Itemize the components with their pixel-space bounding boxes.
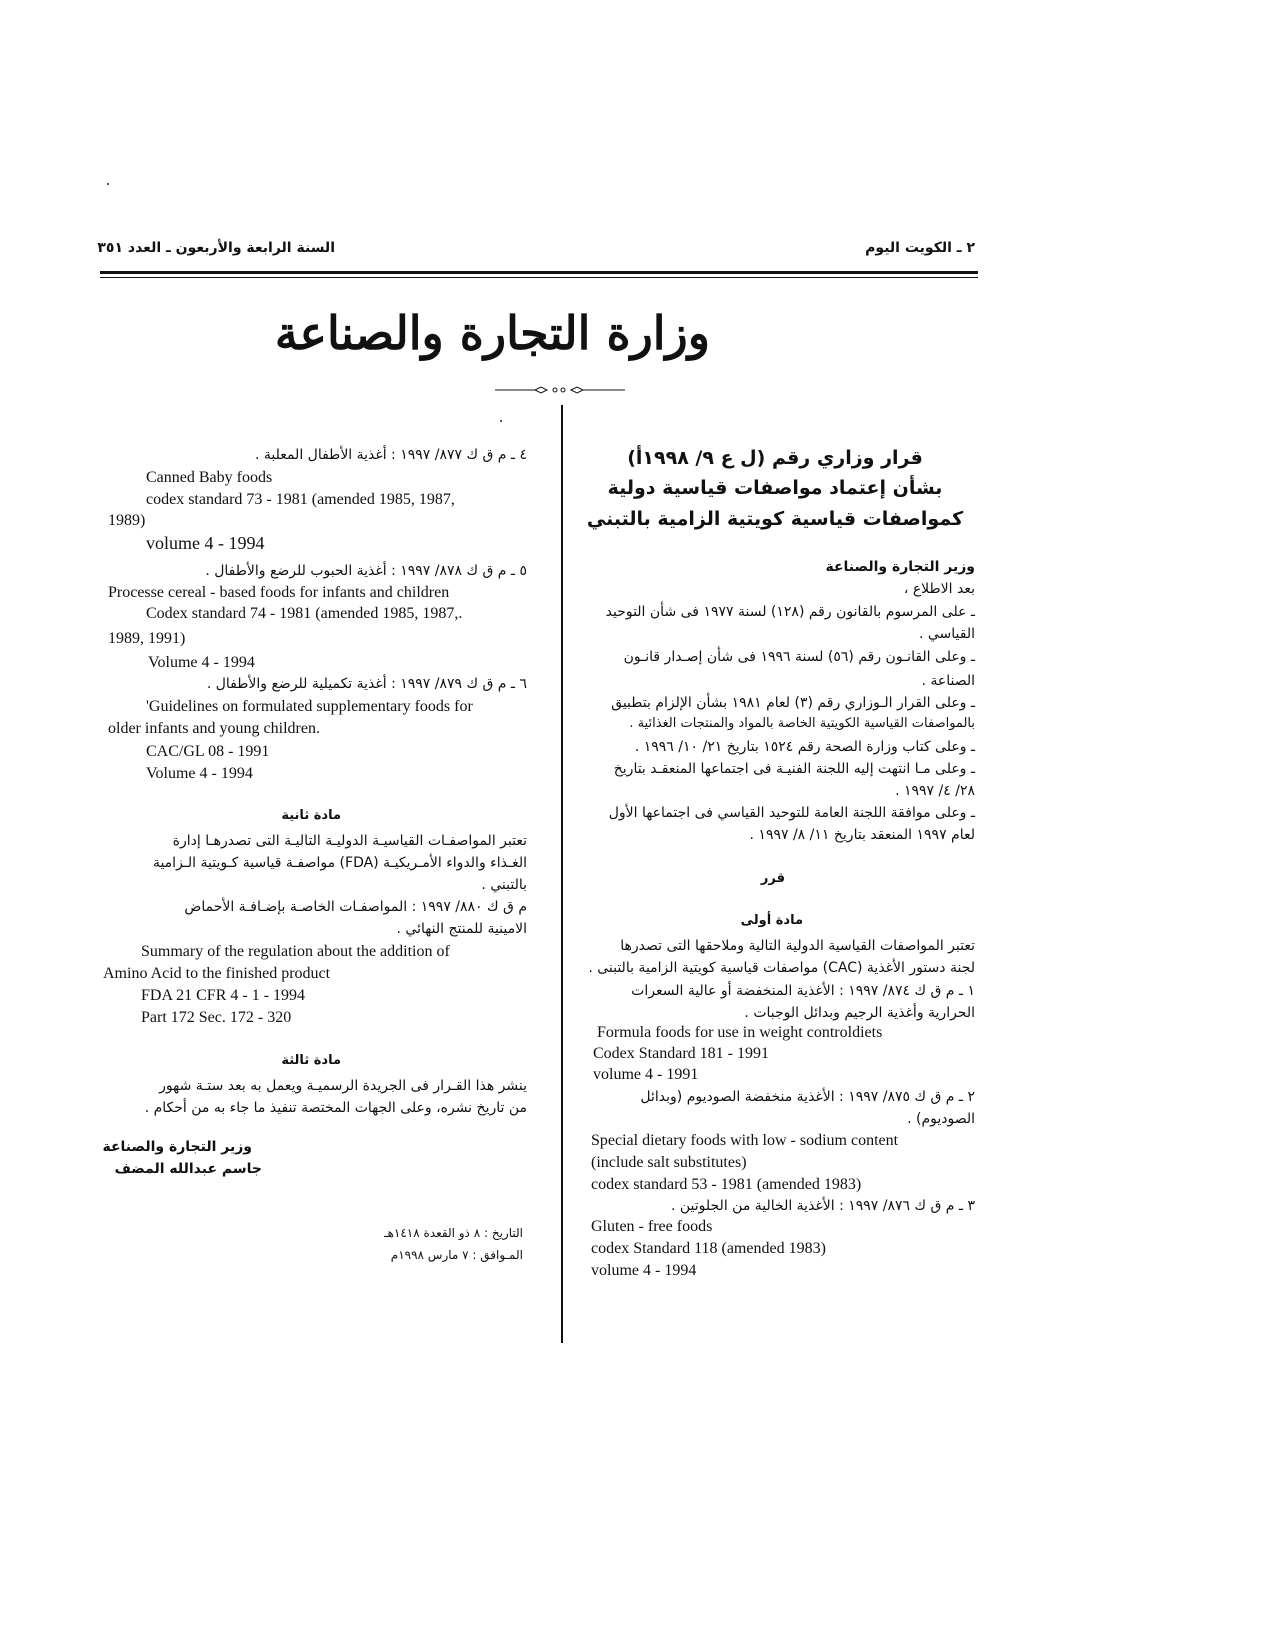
masthead-calligraphy: وزارة التجارة والصناعة	[274, 306, 710, 360]
item7-arabic: م ق ك ٨٨٠/ ١٩٩٧ : المواصفـات الخاصـة بإضـافـة الأحماض	[184, 899, 527, 915]
minister-heading: وزير التجارة والصناعة	[825, 559, 975, 575]
signature-title: وزير التجارة والصناعة	[102, 1139, 252, 1155]
item4-english: volume 4 - 1994	[146, 533, 265, 553]
item3-english: Gluten - free foods	[591, 1218, 713, 1235]
item2-english: Special dietary foods with low - sodium content	[591, 1132, 899, 1149]
item2-english: (include salt substitutes)	[591, 1154, 747, 1171]
item5-english: Volume 4 - 1994	[148, 654, 255, 671]
preamble-line: القياسي .	[918, 626, 975, 642]
article2-line: تعتبر المواصفـات القياسيـة الدوليـة التاليـة التى تصدرهـا إدارة	[172, 833, 527, 849]
preamble-line: بالمواصفات القياسية الكويتية الخاصة بالمواد والمنتجات الغذائية .	[629, 716, 975, 731]
item5-english: Codex standard 74 - 1981 (amended 1985, 1987,.	[146, 605, 463, 622]
item4-english: codex standard 73 - 1981 (amended 1985, 1987,	[146, 491, 455, 508]
item1-english: volume 4 - 1991	[593, 1066, 699, 1083]
preamble-line: ـ وعلى مـا انتهت إليه اللجنة الفنيـة فى اجتماعها المنعقـد بتاريخ	[613, 761, 975, 777]
date-hijri: التاريخ : ٨ ذو القعدة ١٤١٨هـ	[384, 1226, 523, 1240]
column-divider	[561, 405, 563, 1343]
preamble-line: ـ وعلى موافقة اللجنة العامة للتوحيد القياسي فى اجتماعها الأول	[608, 805, 975, 821]
item4-english: 1989)	[108, 512, 146, 529]
decision-title-2: بشأن إعتماد مواصفات قياسية دولية	[607, 477, 943, 499]
speck	[500, 420, 502, 422]
date-gregorian: المـوافق : ٧ مارس ١٩٩٨م	[390, 1248, 523, 1262]
item1-english: Codex Standard 181 - 1991	[593, 1045, 769, 1062]
decision-title-3: كمواصفات قياسية كويتية الزامية بالتبني	[586, 508, 964, 530]
item6-arabic: ٦ ـ م ق ك ٨٧٩/ ١٩٩٧ : أغذية تكميلية للرضع والأطفال .	[206, 676, 527, 692]
item6-english: CAC/GL 08 - 1991	[146, 743, 270, 760]
item5-english: Processe cereal - based foods for infants and children	[108, 584, 450, 601]
item7-english: Summary of the regulation about the addition of	[141, 943, 450, 960]
article3-line: من تاريخ نشره، وعلى الجهات المختصة تنفيذ ما جاء به من أحكام .	[144, 1100, 527, 1116]
article2-title: مادة ثانية	[281, 808, 341, 823]
preamble-line: ـ وعلى كتاب وزارة الصحة رقم ١٥٢٤ بتاريخ ٢١/ ١٠/ ١٩٩٦ .	[634, 739, 975, 755]
issue-label: السنة الرابعة والأربعون ـ العدد ٣٥١	[97, 240, 335, 256]
item3-english: codex Standard 118 (amended 1983)	[591, 1240, 826, 1257]
signature-name: جاسم عبدالله المضف	[114, 1161, 262, 1177]
decided-heading: قرر	[760, 871, 785, 886]
preamble-line: لعام ١٩٩٧ المنعقد بتاريخ ١١/ ٨/ ١٩٩٧ .	[749, 827, 975, 843]
item3-english: volume 4 - 1994	[591, 1262, 697, 1279]
item7-english: FDA 21 CFR 4 - 1 - 1994	[141, 987, 306, 1004]
preamble-line: الصناعة .	[921, 673, 975, 689]
item7-english: Part 172 Sec. 172 - 320	[141, 1009, 292, 1026]
item1-arabic: الحرارية وأغذية الرجيم وبدائل الوجبات .	[744, 1005, 975, 1021]
article3-line: ينشر هذا القـرار فى الجريدة الرسميـة ويعمل به بعد ستـة شهور	[159, 1078, 527, 1094]
item6-english: Volume 4 - 1994	[146, 765, 253, 782]
item2-english: codex standard 53 - 1981 (amended 1983)	[591, 1176, 862, 1193]
decision-title-1: قرار وزاري رقم (ل ع ٩/ ١٩٩٨أ)	[627, 447, 923, 469]
article3-title: مادة ثالثة	[281, 1053, 341, 1068]
item6-english: 'Guidelines on formulated supplementary foods for	[146, 698, 473, 715]
item3-arabic: ٣ ـ م ق ك ٨٧٦/ ١٩٩٧ : الأغذية الخالية من الجلوتين .	[670, 1198, 975, 1214]
preamble-line: ـ على المرسوم بالقانون رقم (١٢٨) لسنة ١٩٧٧ فى شأن التوحيد	[605, 604, 975, 620]
article1-title: مادة أولى	[740, 913, 803, 928]
preamble-line: ـ وعلى القرار الـوزاري رقم (٣) لعام ١٩٨١ بشأن الإلزام بتطبيق	[611, 695, 975, 711]
article2-line: بالتبني .	[481, 877, 527, 893]
speck	[107, 183, 109, 185]
item2-arabic: ٢ ـ م ق ك ٨٧٥/ ١٩٩٧ : الأغذية منخفضة الصوديوم (وبدائل	[640, 1089, 975, 1105]
after-review: بعد الاطلاع ،	[903, 581, 975, 597]
page-label: ٢ ـ الكويت اليوم	[865, 240, 975, 256]
ornament-divider	[495, 384, 625, 396]
item1-english: Formula foods for use in weight controldiets	[597, 1024, 883, 1041]
item5-arabic: ٥ ـ م ق ك ٨٧٨/ ١٩٩٧ : أغذية الحبوب للرضع والأطفال .	[205, 563, 527, 579]
item2-arabic: الصوديوم) .	[907, 1111, 975, 1127]
article1-line: تعتبر المواصفات القياسية الدولية التالية وملاحقها التى تصدرها	[620, 938, 975, 954]
item4-arabic: ٤ ـ م ق ك ٨٧٧/ ١٩٩٧ : أغذية الأطفال المعلبة .	[254, 447, 527, 463]
preamble-line: ـ وعلى القانـون رقم (٥٦) لسنة ١٩٩٦ فى شأن إصـدار قانـون	[623, 649, 975, 665]
item1-arabic: ١ ـ م ق ك ٨٧٤/ ١٩٩٧ : الأغذية المنخفضة أو عالية السعرات	[631, 983, 975, 999]
item4-english: Canned Baby foods	[146, 469, 273, 486]
preamble-line: ٢٨/ ٤/ ١٩٩٧ .	[895, 783, 975, 799]
item5-english: 1989, 1991)	[108, 630, 186, 647]
item6-english: older infants and young children.	[108, 720, 320, 737]
item7-english: Amino Acid to the finished product	[103, 965, 331, 982]
article1-line: لجنة دستور الأغذية (CAC) مواصفات قياسية كويتية الزامية بالتبنى .	[588, 960, 975, 976]
article2-line: الغـذاء والدواء الأمـريكيـة (FDA) مواصفـة قياسية كـويتية الـزامية	[152, 855, 527, 871]
item7-arabic: الامينية للمنتج النهائي .	[396, 921, 527, 937]
header-rule-thin	[100, 277, 978, 278]
header-rule	[100, 271, 978, 274]
